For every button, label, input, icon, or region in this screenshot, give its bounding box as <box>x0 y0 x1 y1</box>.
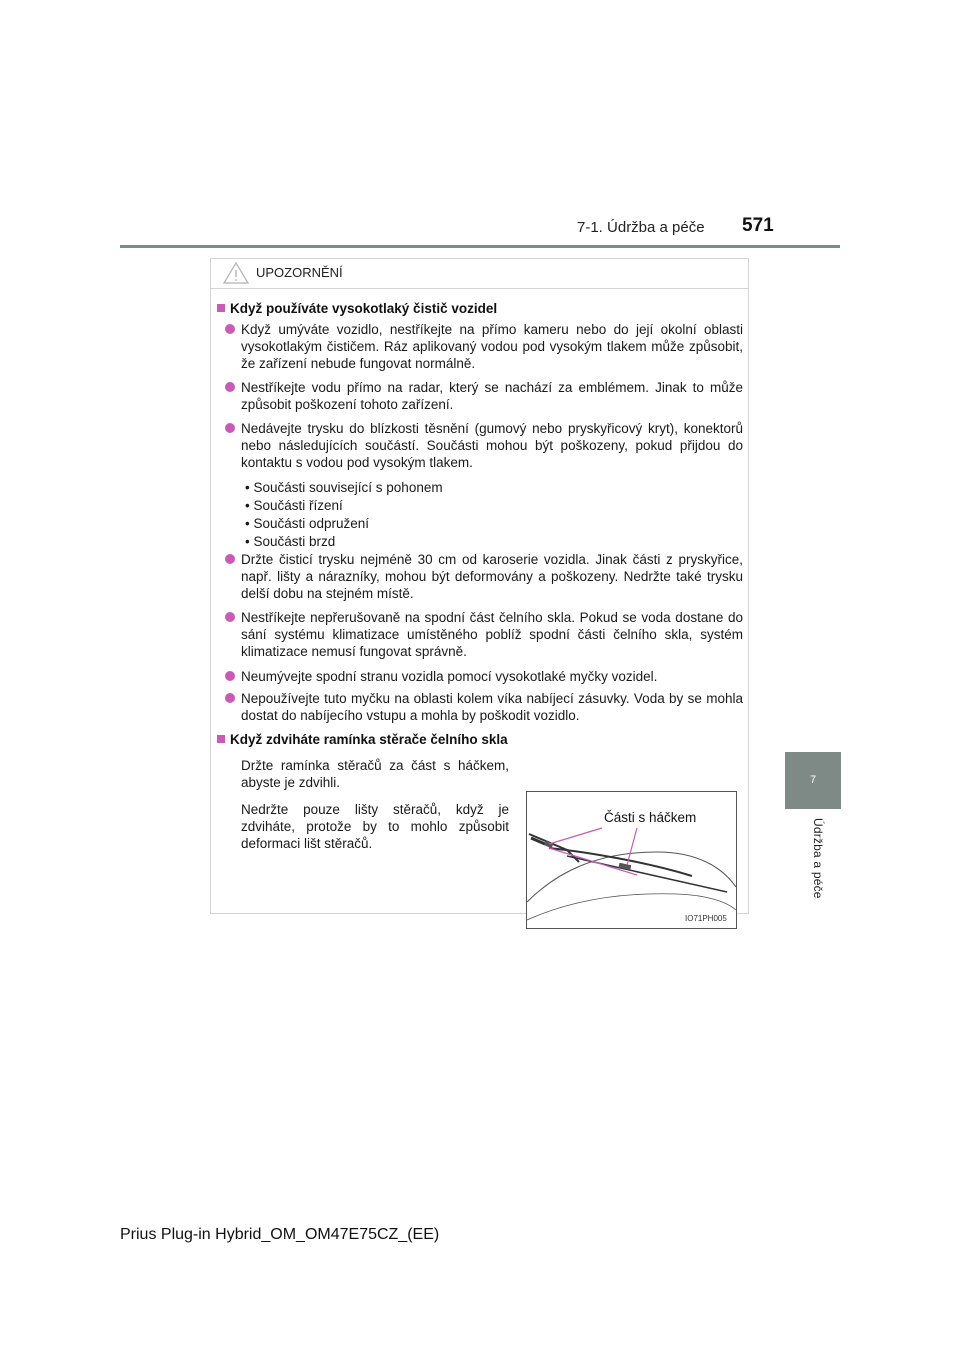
list-item-text: Neumývejte spodní stranu vozidla pomocí vysokotlaké myčky vozidel. <box>241 669 658 684</box>
chapter-number: 7 <box>809 774 817 786</box>
warning-title: UPOZORNĚNÍ <box>256 265 343 280</box>
section-heading-wiper <box>217 732 508 747</box>
bullet-icon <box>225 324 235 334</box>
section-square-icon <box>217 735 225 743</box>
sub-list-item-text: Součásti související s pohonem <box>253 480 443 495</box>
list-item-text: Držte čisticí trysku nejméně 30 cm od karoserie vozidla. Jinak části z pryskyřice, např. lišty a nárazníky, mohou být deformovány a poškozeny. Nedržte také trysku delší dobu na stejném místě. <box>241 552 743 601</box>
sub-list-item: • Součásti řízení <box>245 498 343 513</box>
bullet-icon <box>225 693 235 703</box>
bullet-icon <box>225 554 235 564</box>
section-heading-text: Když používáte vysokotlaký čistič vozidel <box>230 301 498 316</box>
sub-list-item: • Součásti odpružení <box>245 516 370 531</box>
wiper-paragraph: Držte ramínka stěračů za část s háčkem, abyste je zdvihli. <box>241 758 509 790</box>
figure-code: IO71PH005 <box>685 914 727 923</box>
header-section-title: 7-1. Údržba a péče <box>577 219 705 236</box>
list-item <box>225 420 743 471</box>
list-item-text: Nepoužívejte tuto myčku na oblasti kolem víka nabíjecí zásuvky. Voda by se mohla dostat do nabíjecího vstupu a mohla by poškodit vozidlo. <box>241 691 743 723</box>
list-item <box>225 551 743 602</box>
list-item <box>225 321 743 372</box>
bullet-icon <box>225 671 235 681</box>
list-item <box>225 668 743 685</box>
sub-list-item-text: Součásti řízení <box>253 498 343 513</box>
sub-list-item-text: Součásti brzd <box>253 534 336 549</box>
list-item-text: Když umýváte vozidlo, nestříkejte na přímo kameru nebo do její okolní oblasti vysokotlakým čističem. Ráz aplikovaný vodou pod vysokým tlakem může způsobit, že zařízení nebude fungovat normálně. <box>241 322 743 371</box>
header-rule <box>120 245 840 248</box>
wiper-paragraph: Nedržte pouze lišty stěračů, když je zdviháte, protože by to mohlo způsobit deformaci lišt stěračů. <box>241 802 509 851</box>
list-item-text: Nestříkejte nepřerušovaně na spodní část čelního skla. Pokud se voda dostane do sání systému klimatizace umístěného poblíž spodní části čelního skla, systém klimatizace nemusí fungovat správně. <box>241 610 743 659</box>
section-heading-pressure-washer <box>217 301 497 316</box>
warning-box <box>210 258 749 923</box>
list-item-text: Nestříkejte vodu přímo na radar, který se nachází za emblémem. Jinak to může způsobit poškození tohoto zařízení. <box>241 380 743 412</box>
figure-callout-label: Části s háčkem <box>604 810 697 825</box>
bullet-icon <box>225 423 235 433</box>
warning-triangle-icon <box>223 262 249 284</box>
chapter-label: Údržba a péče <box>811 818 825 899</box>
footer-document-id: Prius Plug-in Hybrid_OM_OM47E75CZ_(EE) <box>120 1226 440 1243</box>
list-item <box>225 690 743 724</box>
sub-list-item: • Součásti brzd <box>245 534 336 549</box>
warning-header <box>211 259 748 289</box>
list-item <box>225 379 743 413</box>
chapter-tab[interactable] <box>785 752 841 809</box>
bullet-icon <box>225 382 235 392</box>
section-square-icon <box>217 304 225 312</box>
sub-list-item: • Součásti související s pohonem <box>245 480 443 495</box>
page-number: 571 <box>742 215 774 236</box>
list-item-text: Nedávejte trysku do blízkosti těsnění (gumový nebo pryskyřicový kryt), konektorů nebo následujících součástí. Součásti mohou být poškozeny, pokud přijdou do kontaktu s vodou pod vysokým tlakem. <box>241 421 743 470</box>
list-item <box>225 609 743 660</box>
wiper-figure <box>526 791 737 929</box>
section-heading-text: Když zdviháte ramínka stěrače čelního skla <box>230 732 508 747</box>
bullet-icon <box>225 612 235 622</box>
sub-list-item-text: Součásti odpružení <box>253 516 370 531</box>
